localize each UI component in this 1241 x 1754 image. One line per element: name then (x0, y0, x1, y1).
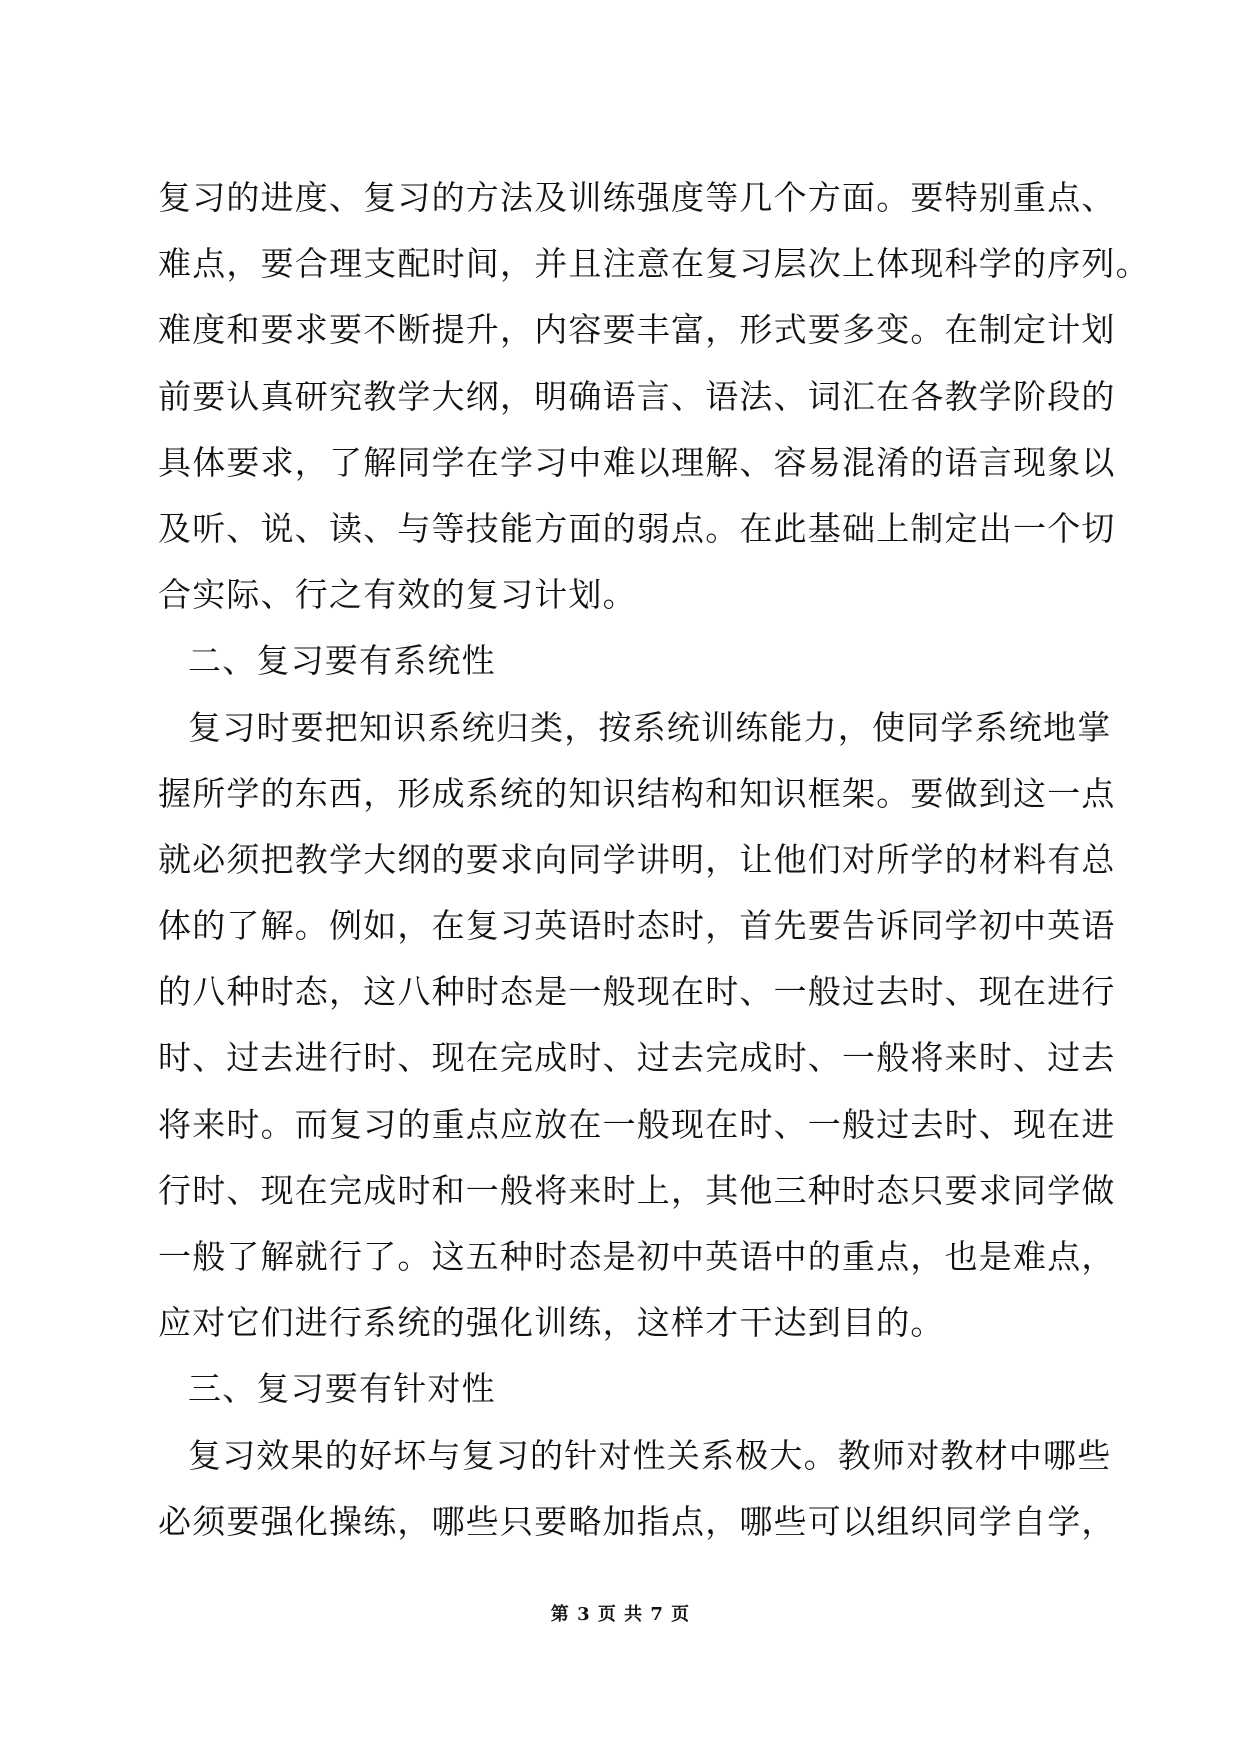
text-line: 具体要求，了解同学在学习中难以理解、容易混淆的语言现象以 (158, 442, 1116, 482)
text-line: 握所学的东西，形成系统的知识结构和知识框架。要做到这一点 (158, 773, 1116, 813)
text-line: 复习的进度、复习的方法及训练强度等几个方面。要特别重点、 (158, 178, 1116, 217)
body-text (158, 165, 1150, 1555)
text-line: 前要认真研究教学大纲，明确语言、语法、词汇在各教学阶段的 (158, 376, 1116, 416)
text-line: 难度和要求要不断提升，内容要丰富，形式要多变。在制定计划 (158, 310, 1116, 350)
text-line: 应对它们进行系统的强化训练，这样才干达到目的。 (158, 1303, 945, 1343)
text-line: 难点，要合理支配时间，并且注意在复习层次上体现科学的序列。 (158, 244, 1150, 284)
section-heading: 二、复习要有系统性 (188, 641, 496, 681)
text-line: 将来时。而复习的重点应放在一般现在时、一般过去时、现在进 (158, 1104, 1116, 1144)
section-heading: 三、复习要有针对性 (188, 1369, 496, 1409)
text-line: 行时、现在完成时和一般将来时上，其他三种时态只要求同学做 (158, 1170, 1116, 1210)
text-line: 的八种时态，这八种时态是一般现在时、一般过去时、现在进行 (158, 972, 1116, 1012)
text-line: 及听、说、读、与等技能方面的弱点。在此基础上制定出一个切 (158, 508, 1116, 548)
page-number-footer: 第 3 页 共 7 页 (550, 1604, 691, 1625)
text-line: 复习效果的好坏与复习的针对性关系极大。教师对教材中哪些 (188, 1435, 1112, 1475)
text-line: 体的了解。例如，在复习英语时态时，首先要告诉同学初中英语 (158, 906, 1116, 946)
text-line: 合实际、行之有效的复习计划。 (158, 575, 637, 615)
text-line: 复习时要把知识系统归类，按系统训练能力，使同学系统地掌 (188, 707, 1112, 747)
text-line: 时、过去进行时、现在完成时、过去完成时、一般将来时、过去 (158, 1038, 1116, 1078)
text-line: 必须要强化操练，哪些只要略加指点，哪些可以组织同学自学， (158, 1501, 1116, 1541)
text-line: 就必须把教学大纲的要求向同学讲明，让他们对所学的材料有总 (158, 839, 1116, 879)
text-line: 一般了解就行了。这五种时态是初中英语中的重点，也是难点， (158, 1237, 1116, 1276)
